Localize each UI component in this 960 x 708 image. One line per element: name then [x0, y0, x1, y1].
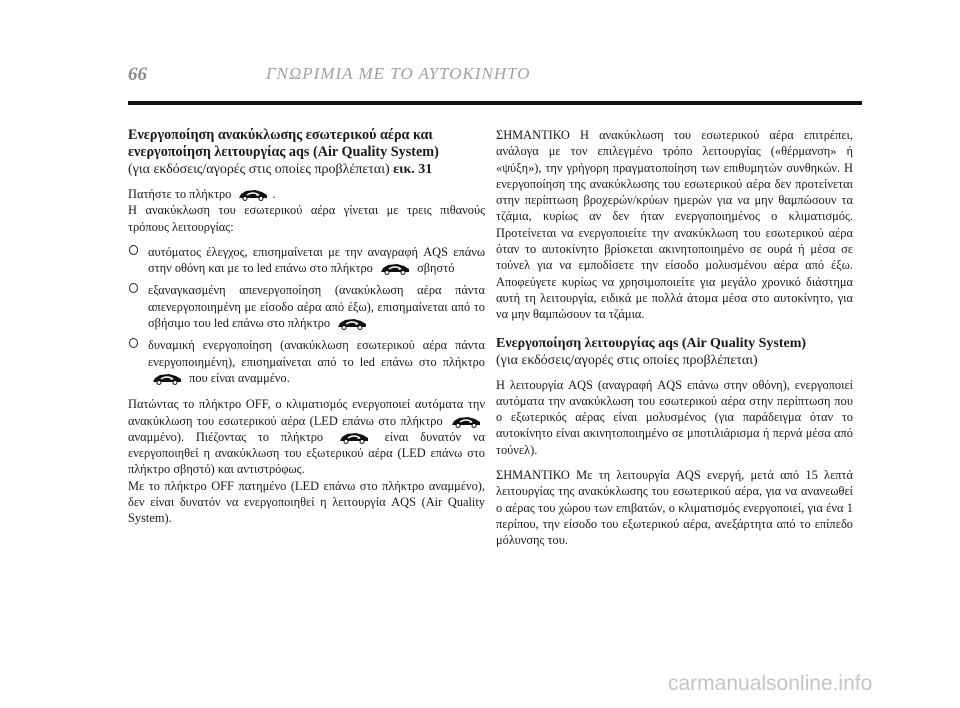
- bullet-circle-icon: [129, 338, 138, 348]
- left-column: [128, 127, 485, 536]
- off-text-3: είναι δυνατόν να ενεργοποιηθεί η ανακύκλωση του εξωτερικού αέρα (LED επάνω στο πλήκτρο σβηστό) και αντιστρόφως.: [128, 429, 485, 477]
- header-rule: [128, 101, 862, 105]
- intro-text: Πατήστε το πλήκτρο: [128, 187, 232, 201]
- section-heading-aqs-availability: (για εκδόσεις/αγορές στις οποίες προβλέπεται): [496, 352, 758, 368]
- section-heading-availability: [128, 161, 485, 178]
- watermark: carmanualsonline.info: [668, 672, 873, 695]
- modes-list: [128, 244, 485, 386]
- figure-reference: εικ. 31: [393, 162, 433, 177]
- list-item: [128, 282, 485, 331]
- important-note-recirculation: ΣΗΜΑΝΤΙΚΟ Η ανακύκλωση του εσωτερικού αέρα επιτρέπει, ανάλογα με τον επιλεγμένο τρόπο λειτουργίας («θέρμανση» ή «ψύξη»), την γρήγορη πραγματοποίηση των επιθυμητών συνθηκών. Η ενεργοποίηση της ανακύκλωσης του εσωτερικού αέρα δεν προτείνεται στην περίπτωση βροχερών/κρύων ημερών για να μην θαμπώσουν τα τζάμια, κυρίως αν δεν ήταν ενεργοποιημένος ο κλιματισμός. Προτείνεται να ενεργοποιείτε την ανακύκλωση του εσωτερικού αέρα όταν το αυτοκίνητο βρίσκεται ακινητοποιημένο σε ουρά ή μέσα σε τούνελ για να εμποδίσετε την είσοδο μολυσμένου αέρα από έξω. Αποφεύγετε κυρίως να χρησιμοποιείτε για μεγάλο χρονικό διάστημα αυτή τη λειτουργία, ειδικά με πολλά άτομα μέσα στο αυτοκίνητο, για να μην θαμπώσουν τα τζάμια.: [496, 128, 853, 322]
- mode-auto-text-end: σβηστό: [417, 261, 455, 276]
- off-text-2: αναμμένο). Πιέζοντας το πλήκτρο: [128, 429, 324, 444]
- mode-auto-text: αυτόματος έλεγχος, επισημαίνεται με την αναγραφή AQS επάνω στην οθόνη και με το led επάνω στο πλήκτρο: [148, 244, 485, 276]
- intro-modes-text: Η ανακύκλωση του εσωτερικού αέρα γίνεται με τρεις πιθανούς τρόπους λειτουργίας:: [128, 203, 485, 234]
- recirculation-button-icon: [450, 413, 482, 428]
- mode-on-text: δυναμική ενεργοποίηση (ανακύκλωση εσωτερικού αέρα πάντα ενεργοποιημένη), επισημαίνεται από το led επάνω στο πλήκτρο: [148, 338, 485, 369]
- off-button-paragraph: [128, 396, 485, 526]
- off-text-1: Πατώντας το πλήκτρο OFF, ο κλιματισμός ενεργοποιεί αυτόματα την ανακύκλωση του εσωτερικού αέρα (LED επάνω στο πλήκτρο: [128, 397, 485, 428]
- bullet-circle-icon: [129, 245, 138, 255]
- availability-note: (για εκδόσεις/αγορές στις οποίες προβλέπεται): [128, 162, 390, 177]
- off-text-4: Με το πλήκτρο OFF πατημένο (LED επάνω στο πλήκτρο αναμμένο), δεν είναι δυνατόν να ενεργοποιηθεί η λειτουργία AQS (Air Quality System).: [128, 478, 485, 526]
- recirculation-button-icon: [336, 315, 368, 330]
- intro-period: .: [272, 187, 276, 201]
- section-heading-aqs: Ενεργοποίηση λειτουργίας aqs (Air Quality System): [496, 335, 807, 351]
- section-heading-recirculation: Ενεργοποίηση ανακύκλωσης εσωτερικού αέρα και ενεργοποίηση λειτουργίας aqs (Air Quality System): [128, 127, 439, 160]
- page-number: 66: [128, 64, 147, 85]
- list-item: [128, 244, 485, 277]
- mode-off-text: εξαναγκασμένη απενεργοποίηση (ανακύκλωση αέρα πάντα απενεργοποιημένη με είσοδο αέρα από έξω), επισημαίνεται από το σβήσιμο του led επάνω στο πλήκτρο: [148, 283, 485, 331]
- mode-on-text-end: που είναι αναμμένο.: [189, 370, 290, 385]
- intro-paragraph: [128, 186, 485, 235]
- aqs-description: Η λειτουργία AQS (αναγραφή AQS επάνω στην οθόνη), ενεργοποιεί αυτόματα την ανακύκλωση του εσωτερικού αέρα στην περίπτωση που ο εξωτερικός αέρας είναι μολυσμένος (για παράδειγμα όταν το αυτοκίνητο είναι ακινητοποιημένο σε μποτιλιάρισμα ή περνά μέσα από τούνελ).: [496, 377, 853, 457]
- recirculation-button-icon: [151, 370, 183, 385]
- running-title: ΓΝΩΡΙΜΙΑ ΜΕ ΤΟ ΑΥΤΟΚΙΝΗΤΟ: [266, 64, 531, 83]
- recirculation-button-icon: [338, 429, 370, 444]
- important-note-aqs: ΣΗΜΑΝΤΙΚΟ Με τη λειτουργία AQS ενεργή, μετά από 15 λεπτά λειτουργίας της ανακύκλωσης του εσωτερικού αέρα, για να ανανεωθεί ο αέρας του χώρου των επιβατών, ο κλιματισμός ενεργοποιεί, για ένα 1 περίπου, την είσοδο του εξωτερικού αέρα, ανεξάρτητα από το επίπεδο μόλυνσης του.: [496, 468, 853, 548]
- recirculation-button-icon: [379, 260, 411, 275]
- recirculation-button-icon: [237, 186, 269, 201]
- bullet-circle-icon: [129, 283, 138, 293]
- list-item: [128, 337, 485, 386]
- right-column: [496, 127, 853, 558]
